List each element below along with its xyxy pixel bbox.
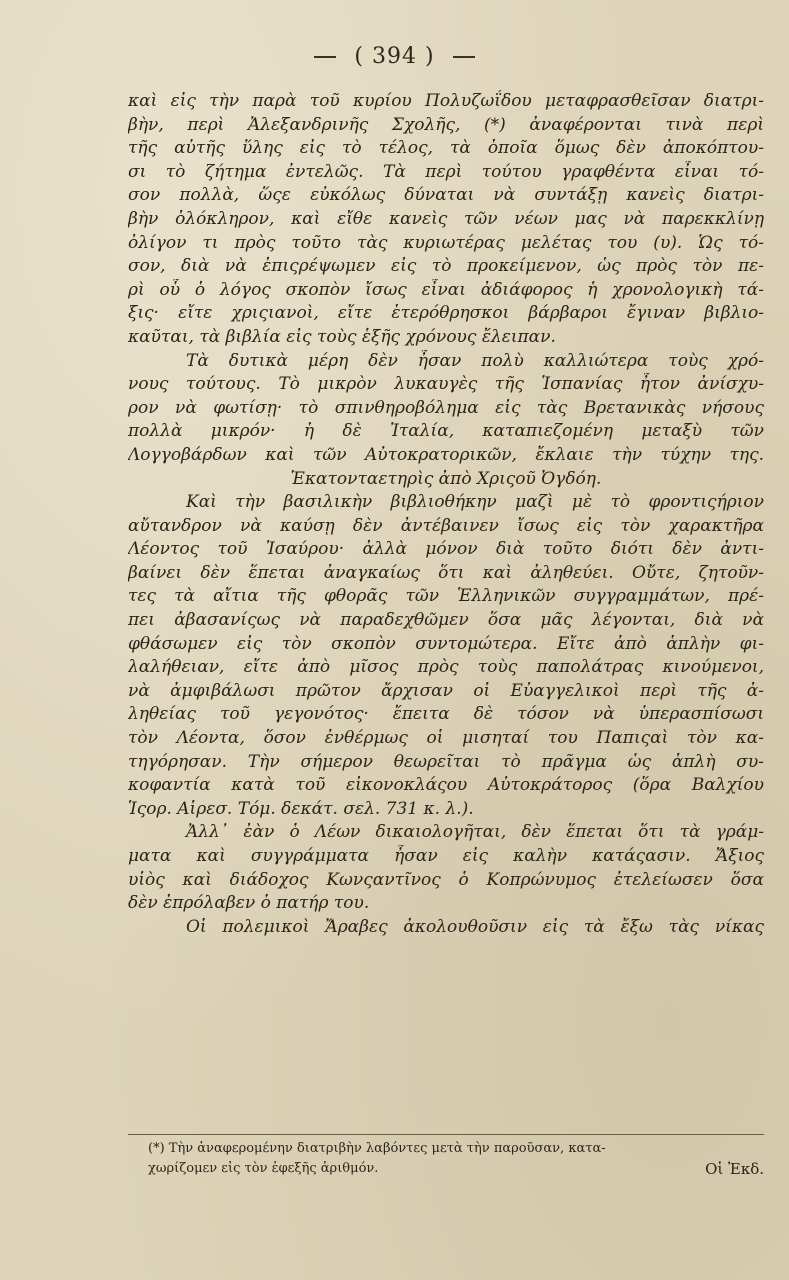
editors-signature: Οἱ Ἐκδ.: [705, 1160, 764, 1178]
section-heading: Ἑκατονταετηρὶς ἀπὸ Χριςοῦ Ὀγδόη.: [290, 468, 602, 489]
text-line: δὲν ἐπρόλαβεν ὁ πατήρ του.: [128, 893, 370, 914]
text-line: νους τούτους. Τὸ μικρὸν λυκαυγὲς τῆς Ἱσπανίας ἦτον ἀνίσχυ-: [128, 374, 764, 395]
text-line: τῆς αὐτῆς ὕλης εἰς τὸ τέλος, τὰ ὁποῖα ὅμως δὲν ἀποκόπτου-: [128, 138, 764, 159]
paragraph-start-line: Καὶ τὴν βασιλικὴν βιβλιοθήκην μαζὶ μὲ τὸ φροντιςήριον: [186, 492, 764, 513]
page-header: [0, 44, 789, 69]
text-line: σι τὸ ζήτημα ἐντελῶς. Τὰ περὶ τούτου γραφθέντα εἶναι τό-: [128, 161, 764, 182]
text-line: καῦται, τὰ βιβλία εἰς τοὺς ἑξῆς χρόνους ἔλειπαν.: [128, 326, 556, 347]
text-line: φθάσωμεν εἰς τὸν σκοπὸν συντομώτερα. Εἴτε ἀπὸ ἁπλὴν φι-: [128, 633, 764, 654]
paragraph-start-line: Τὰ δυτικὰ μέρη δὲν ἦσαν πολὺ καλλιώτερα τοὺς χρό-: [186, 350, 764, 371]
text-line: πολλὰ μικρόν· ἡ δὲ Ἰταλία, καταπιεζομένη μεταξὺ τῶν: [128, 421, 764, 442]
text-line: ρον νὰ φωτίσῃ· τὸ σπινθηροβόλημα εἰς τὰς Βρετανικὰς νήσους: [128, 397, 764, 418]
text-line: υἱὸς καὶ διάδοχος Κωνςαντῖνος ὁ Κοπρώνυμος ἐτελείωσεν ὅσα: [128, 869, 764, 890]
text-line: πει ἀβασανίςως νὰ παραδεχθῶμεν ὅσα μᾶς λέγονται, διὰ νὰ: [128, 610, 764, 631]
text-line: ὀλίγον τι πρὸς τοῦτο τὰς κυριωτέρας μελέτας του (υ). Ὡς τό-: [128, 232, 764, 253]
paragraph-start-line: Οἱ πολεμικοὶ Ἄραβες ἀκολουθοῦσιν εἰς τὰ ἔξω τὰς νίκας: [186, 916, 764, 937]
text-line: ξις· εἴτε χριςιανοὶ, εἴτε ἑτερόθρησκοι βάρβαροι ἔγιναν βιβλιο-: [128, 303, 764, 324]
text-line: νὰ ἀμφιβάλωσι πρῶτον ἄρχισαν οἱ Εὐαγγελικοὶ περὶ τῆς ἀ-: [128, 680, 764, 701]
text-line: ρὶ οὗ ὁ λόγος σκοπὸν ἴσως εἶναι ἀδιάφορος ἡ χρονολογικὴ τά-: [128, 279, 764, 300]
text-line: Λέοντος τοῦ Ἰσαύρου· ἀλλὰ μόνον διὰ τοῦτο διότι δὲν ἀντι-: [128, 539, 764, 560]
footnote-line: [128, 1159, 764, 1179]
text-line: Ἱςορ. Αἱρεσ. Τόμ. δεκάτ. σελ. 731 κ. λ.).: [128, 798, 474, 819]
text-line: κοφαντία κατὰ τοῦ εἰκονοκλάςου Αὐτοκράτορος (ὅρα Βαλχίου: [128, 775, 764, 796]
text-line: βαίνει δὲν ἕπεται ἀναγκαίως ὅτι καὶ ἀληθεύει. Οὔτε, ζητοῦν-: [128, 562, 764, 583]
text-line: καὶ εἰς τὴν παρὰ τοῦ κυρίου Πολυζωΐδου μεταφρασθεῖσαν διατρι-: [128, 91, 764, 111]
text-line: αὔτανδρον νὰ καύσῃ δὲν ἀντέβαινεν ἴσως εἰς τὸν χαρακτῆρα: [128, 515, 764, 536]
text-line: τες τὰ αἴτια τῆς φθορᾶς τῶν Ἑλληνικῶν συγγραμμάτων, πρέ-: [128, 586, 764, 607]
text-line: τηγόρησαν. Τὴν σήμερον θεωρεῖται τὸ πρᾶγμα ὡς ἁπλὴ συ-: [128, 751, 764, 772]
text-line: λαλήθειαν, εἴτε ἀπὸ μῖσος πρὸς τοὺς παπολάτρας κινούμενοι,: [128, 657, 764, 678]
footnote-block: [128, 1134, 764, 1179]
text-line: σον πολλὰ, ὥςε εὐκόλως δύναται νὰ συντάξῃ κανεὶς διατρι-: [128, 185, 764, 206]
text-line: ληθείας τοῦ γεγονότος· ἔπειτα δὲ τόσον νὰ ὑπερασπίσωσι: [128, 704, 764, 725]
footnote-text: χωρίζομεν εἰς τὸν ἐφεξῆς ἀριθμόν.: [148, 1161, 379, 1176]
header-right-dash: [453, 56, 475, 58]
header-left-dash: [314, 56, 336, 58]
page-number: ( 394 ): [354, 44, 435, 69]
text-line: ματα καὶ συγγράμματα ἦσαν εἰς καλὴν κατάςασιν. Ἄξιος: [128, 846, 764, 866]
text-line: βὴν, περὶ Ἀλεξανδρινῆς Σχολῆς, (*) ἀναφέρονται τινὰ περὶ: [128, 114, 764, 135]
text-line: Λογγοβάρδων καὶ τῶν Αὐτοκρατορικῶν, ἔκλαιε τὴν τύχην της.: [128, 444, 764, 465]
text-line: βὴν ὁλόκληρον, καὶ εἴθε κανεὶς τῶν νέων μας νὰ παρεκκλίνῃ: [128, 208, 764, 229]
paragraph-start-line: Ἀλλ᾽ ἐὰν ὁ Λέων δικαιολογῆται, δὲν ἕπεται ὅτι τὰ γράμ-: [186, 822, 764, 843]
footnote-line: (*) Τὴν ἀναφερομένην διατριβὴν λαβόντες μετὰ τὴν παροῦσαν, κατα-: [148, 1141, 606, 1156]
text-line: σον, διὰ νὰ ἐπιςρέψωμεν εἰς τὸ προκείμενον, ὡς πρὸς τὸν πε-: [128, 256, 764, 277]
body-text: [128, 90, 764, 939]
text-line: τὸν Λέοντα, ὅσον ἐνθέρμως οἱ μισηταί του Παπιςαὶ τὸν κα-: [128, 728, 764, 749]
